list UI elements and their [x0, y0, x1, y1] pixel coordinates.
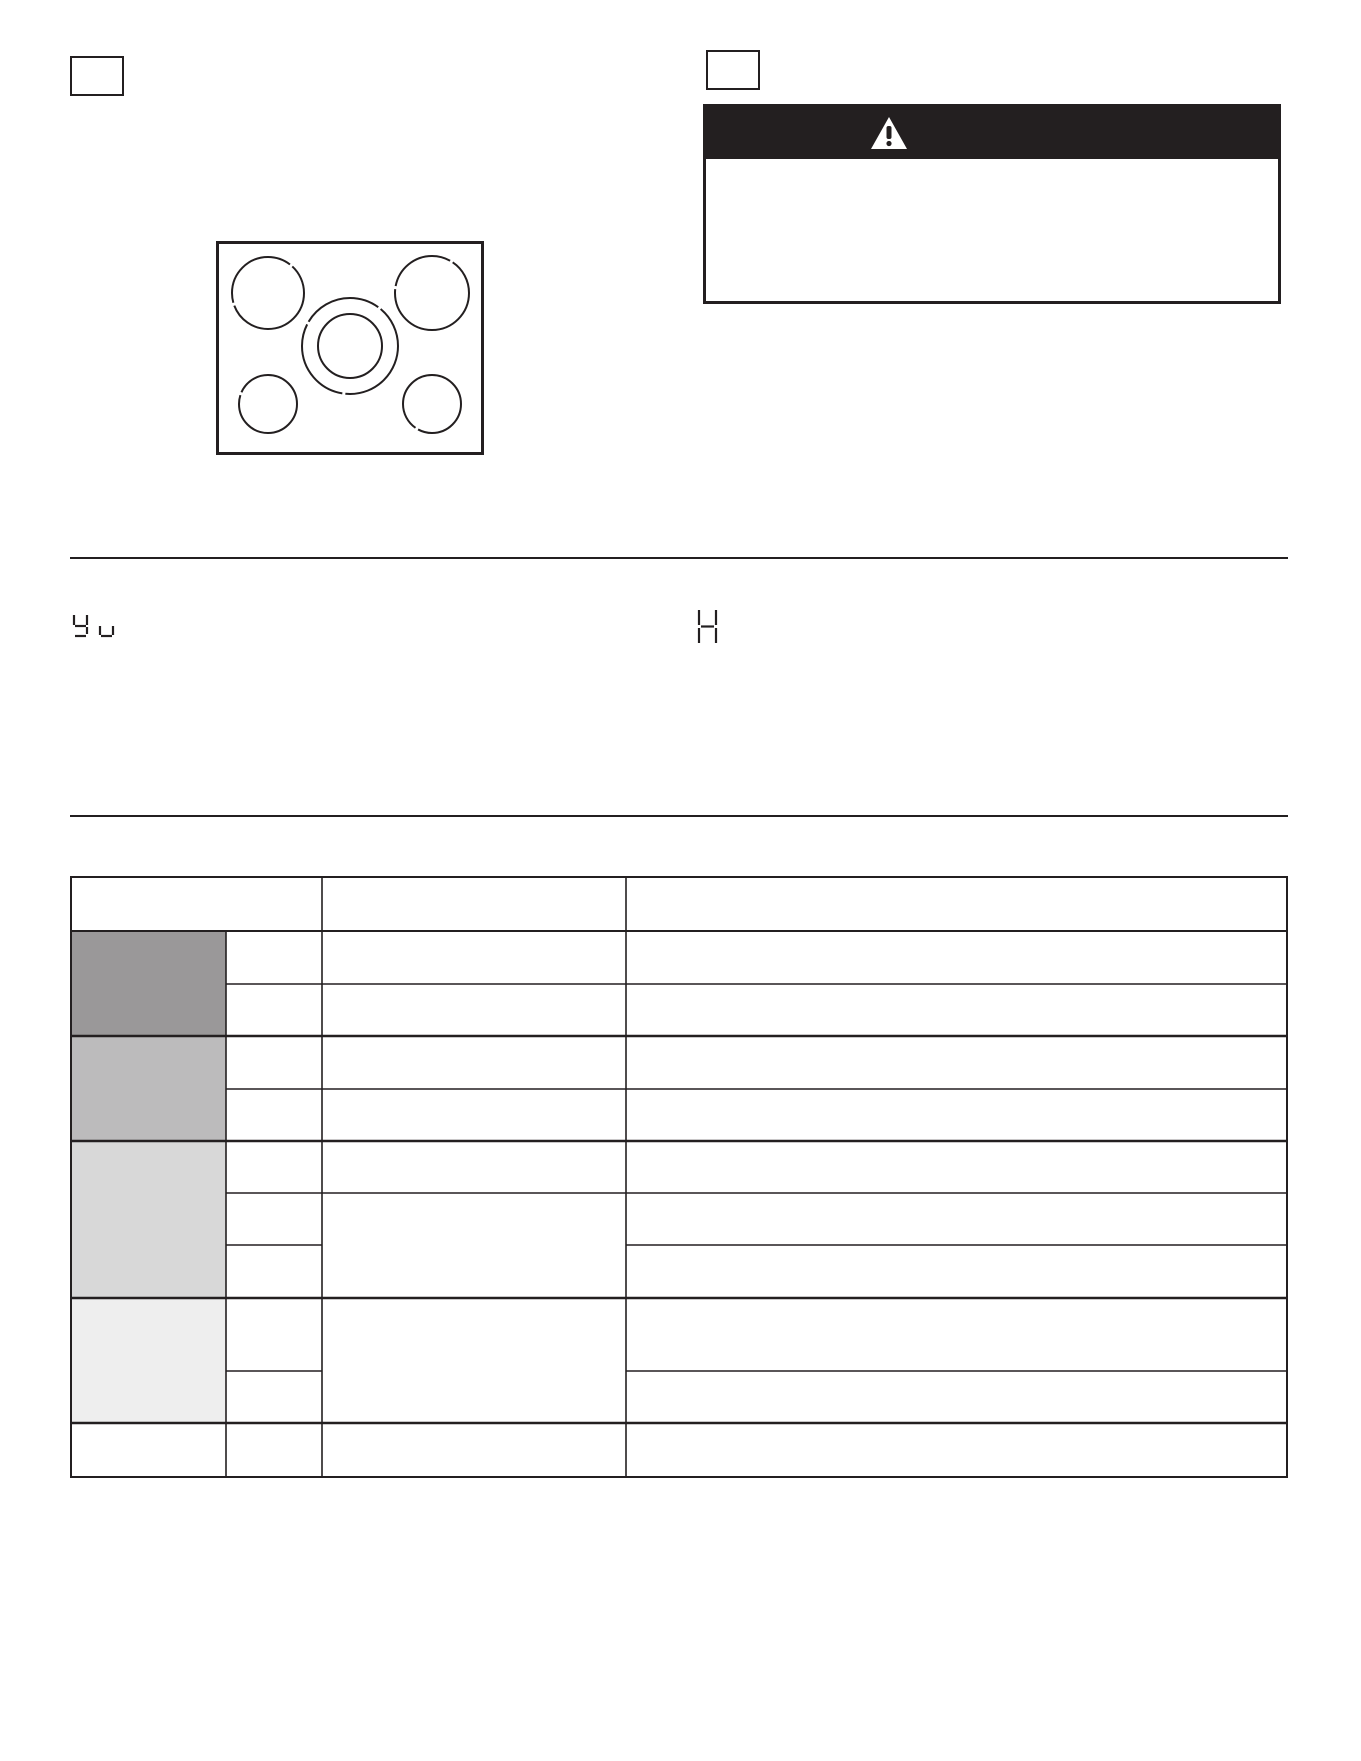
section-label-box-right	[706, 50, 760, 90]
cooktop-layout-icon	[216, 241, 486, 457]
table-group-shade	[70, 1141, 226, 1298]
table-group-shade	[70, 931, 226, 1036]
warning-panel	[703, 104, 1281, 304]
section-divider	[70, 557, 1288, 559]
table-group-shade	[70, 1298, 226, 1423]
heat-setting-table	[70, 876, 1288, 1478]
warning-triangle-icon	[869, 115, 909, 151]
section-label-box-left	[70, 56, 124, 96]
seven-segment-hot-icon	[72, 612, 118, 642]
section-divider	[70, 815, 1288, 817]
table-group-shade	[70, 1036, 226, 1141]
seven-segment-h-icon	[696, 608, 720, 646]
warning-header	[706, 107, 1278, 159]
